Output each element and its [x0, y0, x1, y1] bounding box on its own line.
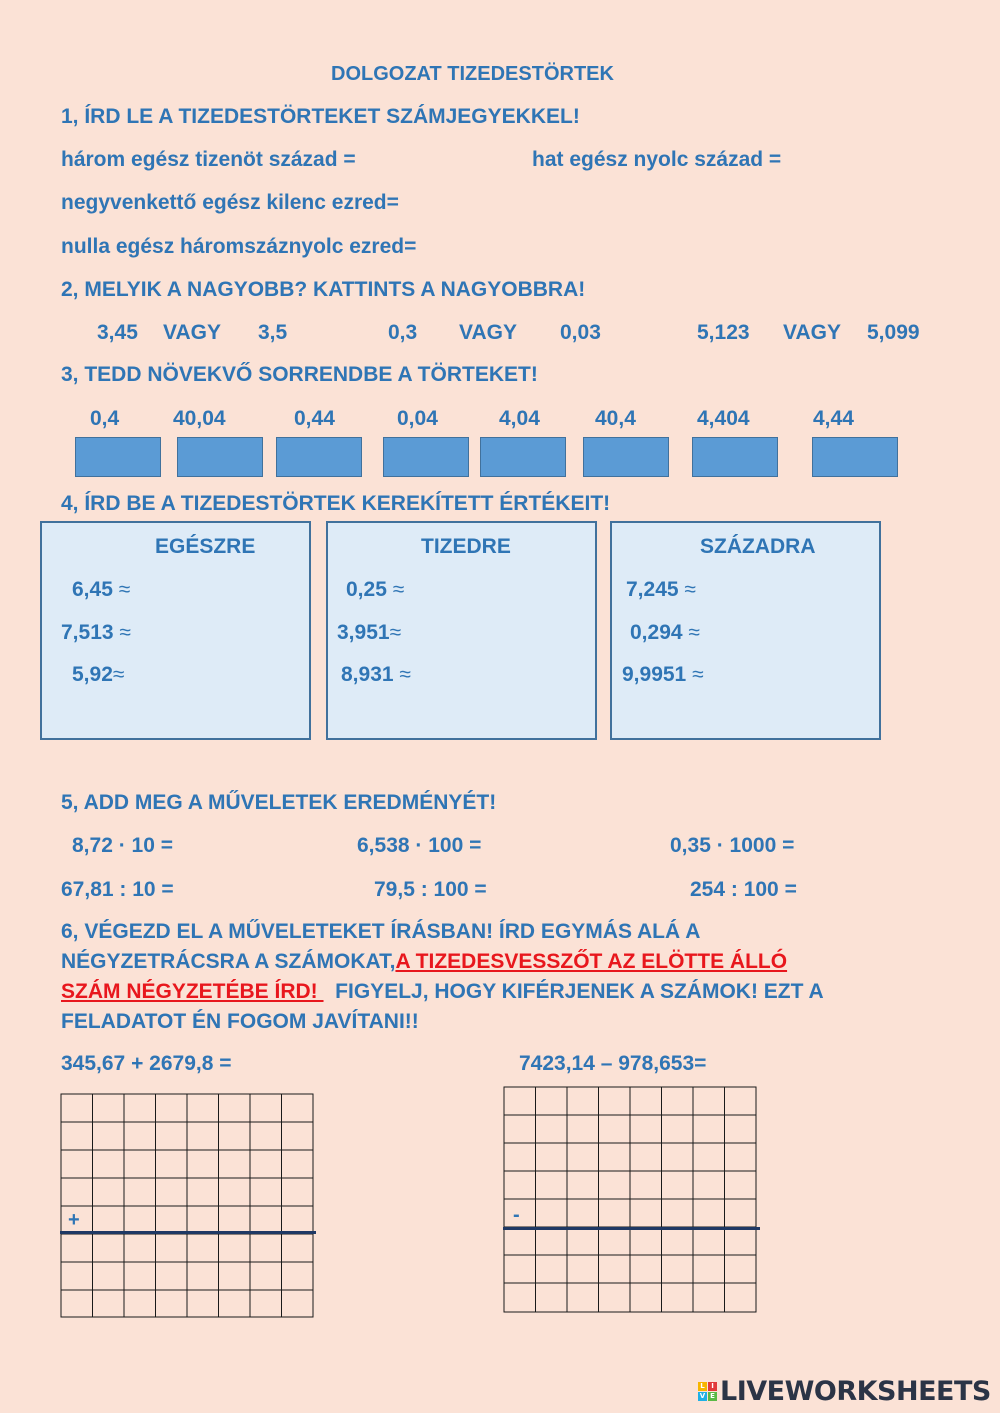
q1-item: hat egész nyolc század = [532, 148, 782, 171]
approx-sign: ≈ [392, 578, 405, 601]
q5-op: 67,81 : 10 = [61, 878, 174, 901]
panel-title: EGÉSZRE [155, 535, 256, 558]
approx-sign: ≈ [688, 621, 700, 644]
q3-answer-box[interactable] [75, 437, 161, 477]
q1-item: három egész tizenöt század = [61, 148, 356, 171]
round-value-row [72, 663, 124, 687]
q6-instruction: FELADATOT ÉN FOGOM JAVÍTANI!! [61, 1010, 419, 1033]
approx-sign: ≈ [112, 663, 125, 686]
q6-text: FIGYELJ, HOGY KIFÉRJENEK A SZÁMOK! EZT A [323, 980, 824, 1003]
q2-vagy: VAGY [459, 321, 517, 344]
q2-option[interactable]: 3,45 [97, 321, 138, 344]
q2-vagy: VAGY [783, 321, 841, 344]
q2-heading: 2, MELYIK A NAGYOBB? KATTINTS A NAGYOBBRA! [61, 278, 586, 301]
subtraction-result-line [503, 1227, 760, 1230]
approx-sign: ≈ [399, 663, 411, 686]
round-value-row [341, 663, 411, 687]
panel-title: TIZEDRE [421, 535, 511, 558]
q4-heading: 4, ÍRD BE A TIZEDESTÖRTEK KEREKÍTETT ÉRTÉKEIT! [61, 492, 611, 515]
q6-warning: SZÁM NÉGYZETÉBE ÍRD! [61, 980, 324, 1003]
liveworksheets-logo-icon: L I V E [698, 1382, 717, 1401]
q6-instruction: 6, VÉGEZD EL A MŰVELETEKET ÍRÁSBAN! ÍRD EGYMÁS ALÁ A [61, 920, 701, 943]
q3-number: 40,04 [173, 407, 226, 430]
q5-heading: 5, ADD MEG A MŰVELETEK EREDMÉNYÉT! [61, 791, 497, 814]
liveworksheets-logo [698, 1376, 991, 1407]
q3-answer-box[interactable] [480, 437, 566, 477]
q2-option[interactable]: 5,123 [697, 321, 750, 344]
approx-sign: ≈ [118, 578, 131, 601]
addition-grid[interactable] [60, 1093, 316, 1319]
round-value: 9,9951 [622, 663, 687, 686]
subtraction-grid[interactable] [503, 1086, 759, 1314]
q3-number: 40,4 [595, 407, 636, 430]
q3-answer-box[interactable] [812, 437, 898, 477]
round-value: 3,951 [337, 621, 390, 644]
approx-sign: ≈ [119, 621, 131, 644]
round-value-row [346, 578, 404, 602]
q1-heading: 1, ÍRD LE A TIZEDESTÖRTEKET SZÁMJEGYEKKEL! [61, 105, 580, 128]
q3-answer-box[interactable] [177, 437, 263, 477]
brand-name: LIVEWORKSHEETS [720, 1376, 991, 1407]
addition-result-line [60, 1231, 316, 1234]
q3-answer-box[interactable] [383, 437, 469, 477]
q3-heading: 3, TEDD NÖVEKVŐ SORRENDBE A TÖRTEKET! [61, 363, 538, 386]
q5-op: 79,5 : 100 = [374, 878, 487, 901]
q3-answer-box[interactable] [692, 437, 778, 477]
q1-item: nulla egész háromszáznyolc ezred= [61, 235, 417, 258]
round-value: 7,245 [626, 578, 679, 601]
round-value: 8,931 [341, 663, 394, 686]
q3-number: 0,04 [397, 407, 438, 430]
approx-sign: ≈ [692, 663, 704, 686]
q6-instruction [61, 980, 824, 1004]
panel-title: SZÁZADRA [700, 535, 816, 558]
q5-op: 6,538 · 100 = [357, 834, 482, 857]
page-title: DOLGOZAT TIZEDESTÖRTEK [331, 63, 614, 85]
q2-option[interactable]: 5,099 [867, 321, 920, 344]
round-value-row [61, 621, 131, 645]
approx-sign: ≈ [389, 621, 402, 644]
round-value-row [72, 578, 130, 602]
round-value-row [622, 663, 704, 687]
q6-text: NÉGYZETRÁCSRA A SZÁMOKAT, [61, 950, 396, 973]
q2-vagy: VAGY [163, 321, 221, 344]
minus-sign: - [513, 1204, 520, 1226]
round-value: 7,513 [61, 621, 114, 644]
round-value: 0,25 [346, 578, 387, 601]
round-value-row [337, 621, 401, 645]
q3-answer-box[interactable] [583, 437, 669, 477]
q3-number: 4,04 [499, 407, 540, 430]
q2-option[interactable]: 0,3 [388, 321, 418, 344]
round-value-row [626, 578, 696, 602]
addition-expression: 345,67 + 2679,8 = [61, 1052, 232, 1075]
round-value-row [630, 621, 700, 645]
round-value: 5,92 [72, 663, 113, 686]
q2-option[interactable]: 0,03 [560, 321, 601, 344]
q2-option[interactable]: 3,5 [258, 321, 288, 344]
subtraction-expression: 7423,14 – 978,653= [519, 1052, 707, 1075]
approx-sign: ≈ [684, 578, 696, 601]
round-value: 0,294 [630, 621, 683, 644]
q6-instruction [61, 950, 787, 974]
q5-op: 0,35 · 1000 = [670, 834, 795, 857]
q5-op: 8,72 · 10 = [72, 834, 173, 857]
q3-number: 4,44 [813, 407, 854, 430]
q3-answer-box[interactable] [276, 437, 362, 477]
q3-number: 4,404 [697, 407, 750, 430]
round-value: 6,45 [72, 578, 113, 601]
q5-op: 254 : 100 = [690, 878, 797, 901]
q3-number: 0,4 [90, 407, 120, 430]
q1-item: negyvenkettő egész kilenc ezred= [61, 191, 399, 214]
q3-number: 0,44 [294, 407, 335, 430]
q6-warning: A TIZEDESVESSZŐT AZ ELÖTTE ÁLLÓ [395, 950, 788, 973]
plus-sign: + [68, 1209, 80, 1231]
